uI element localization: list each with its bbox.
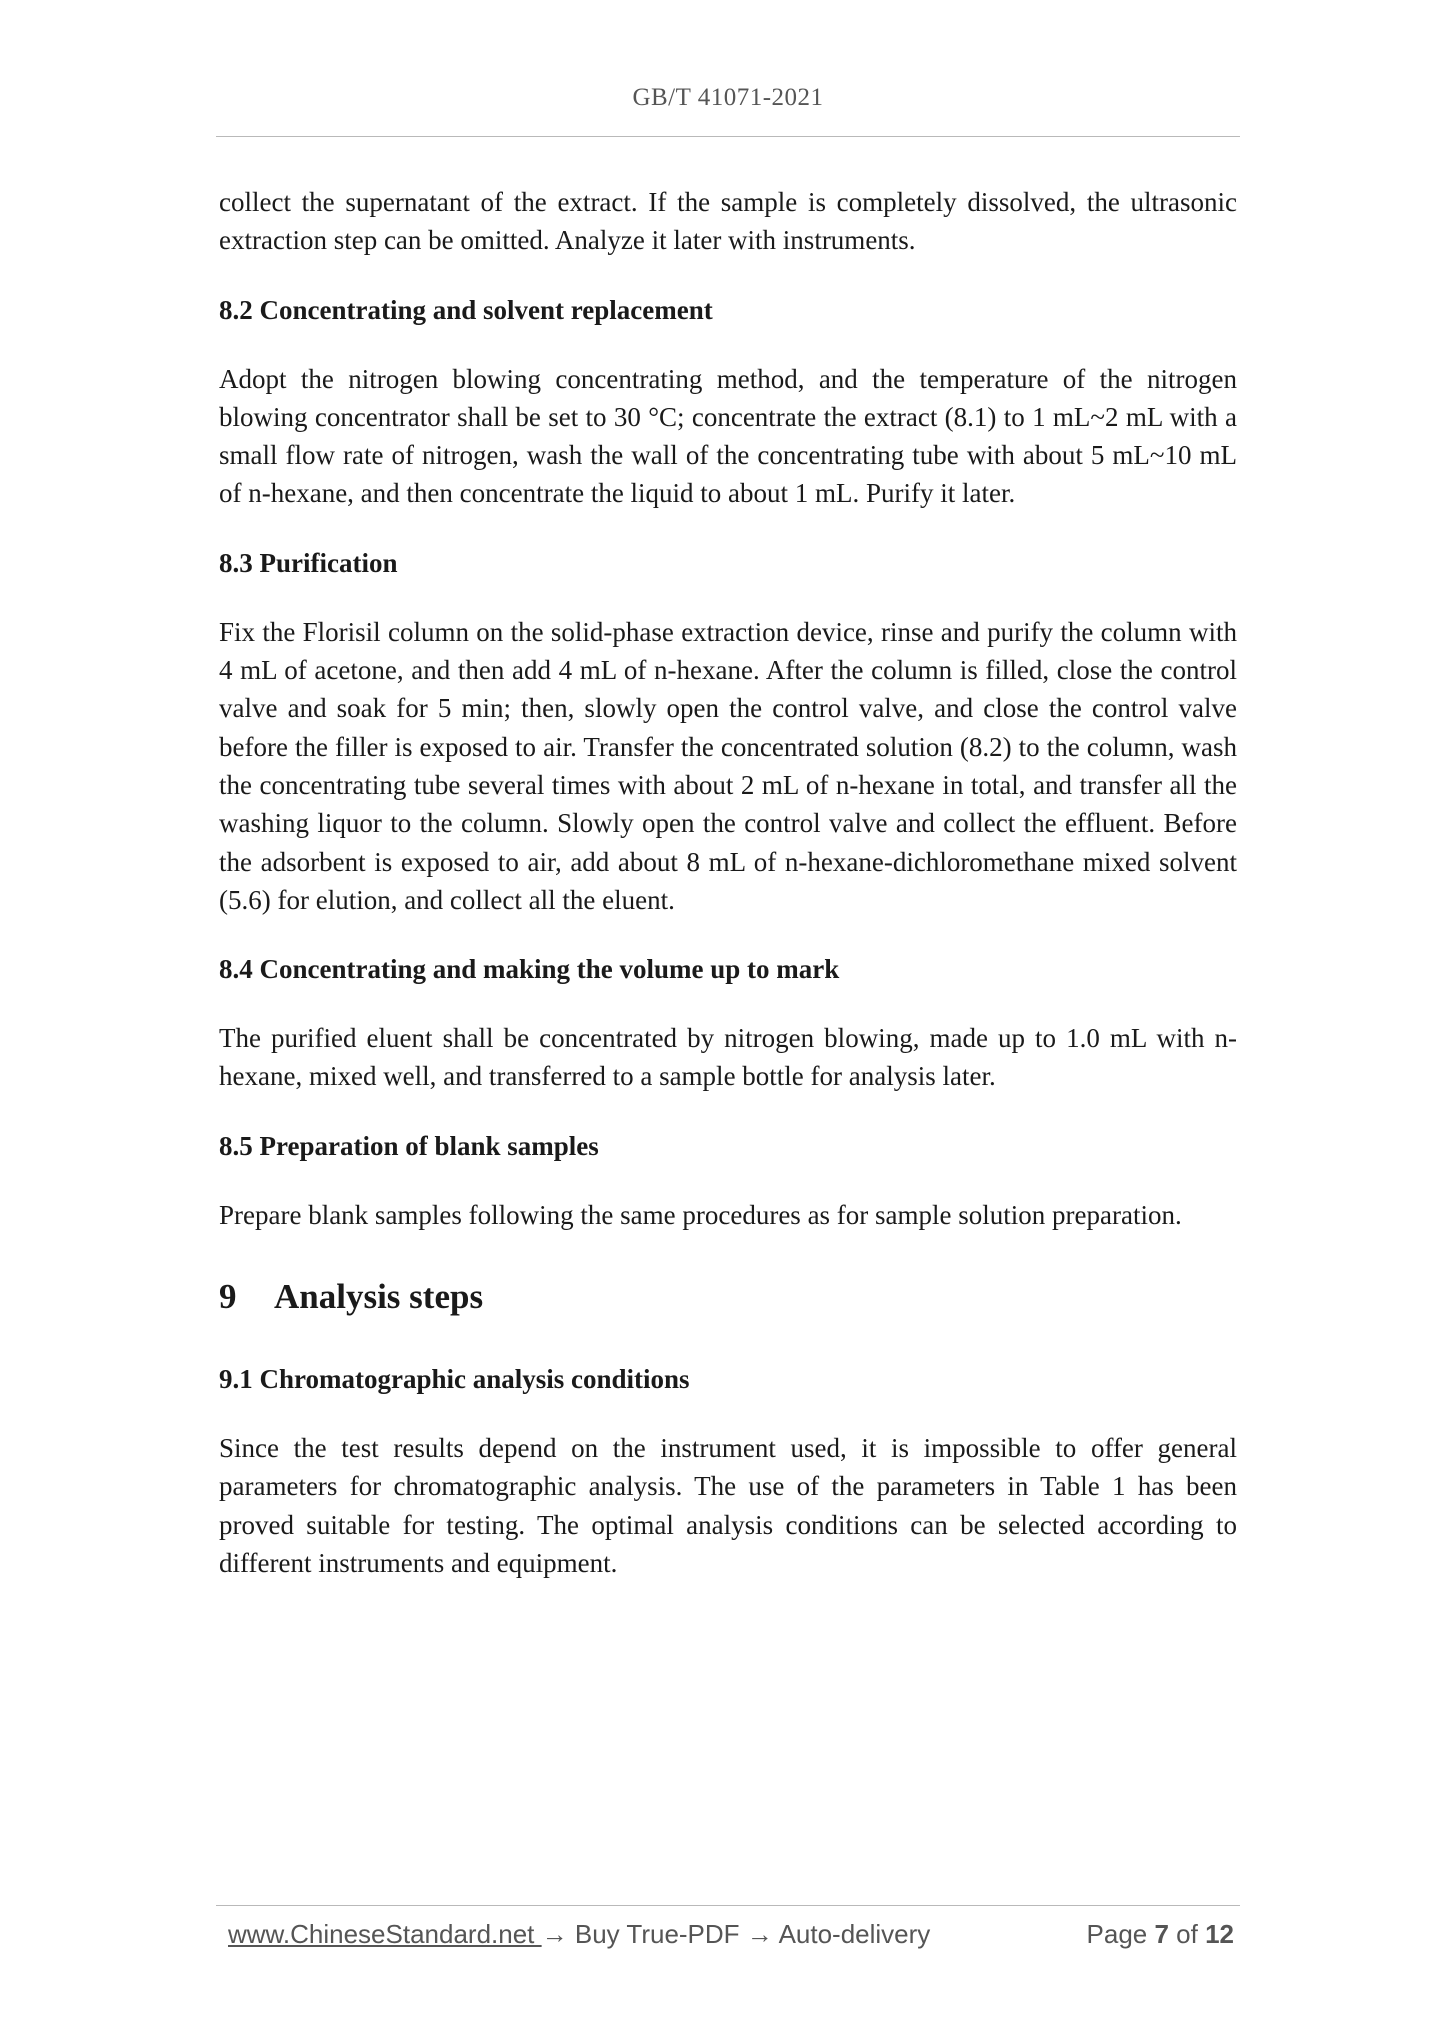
section-body-8-3: Fix the Florisil column on the solid-phase extraction device, rinse and purify the column with 4 mL of acetone, and then add 4 mL of n-hexane. After the column is filled, close the control valve and soak for 5 min; then, slowly open the control valve, and close the control valve before the filler is exposed to air. Transfer the concentrated solution (8.2) to the column, wash the concentrating tube several times with about 2 mL of n-hexane in total, and transfer all the washing liquor to the column. Slowly open the control valve and collect the effluent. Before the adsorbent is exposed to air, add about 8 mL of n-hexane-dichloromethane mixed solvent (5.6) for elution, and collect all the eluent. (219, 616, 1237, 915)
page-label: Page (1086, 1919, 1155, 1949)
section-body-8-4: The purified eluent shall be concentrated by nitrogen blowing, made up to 1.0 mL with n-hexane, mixed well, and transferred to a sample bottle for analysis later. (219, 1023, 1237, 1092)
website-link[interactable]: www.ChineseStandard.net (228, 1919, 542, 1949)
footer-promo (228, 1919, 930, 1950)
section-heading-8-2: 8.2 Concentrating and solvent replacement (219, 294, 713, 325)
buy-text: Buy True-PDF (567, 1919, 747, 1949)
document-body (219, 183, 1237, 1582)
section-body-9-1: Since the test results depend on the instrument used, it is impossible to offer general parameters for chromatographic analysis. The use of the parameters in Table 1 has been proved suitable for testing. The optimal analysis conditions can be selected according to different instruments and equipment. (219, 1433, 1237, 1578)
standard-code: GB/T 41071-2021 (632, 84, 824, 111)
section-heading-8-5: 8.5 Preparation of blank samples (219, 1130, 599, 1161)
chapter-title: Analysis steps (274, 1277, 484, 1317)
arrow-right-icon: → (541, 1919, 568, 1949)
section-heading-8-3: 8.3 Purification (219, 547, 398, 578)
arrow-right-icon: → (746, 1919, 773, 1949)
section-heading-8-4: 8.4 Concentrating and making the volume up to mark (219, 954, 840, 985)
chapter-number: 9 (219, 1277, 237, 1317)
page-indicator (1087, 1919, 1234, 1950)
chapter-heading (219, 1274, 1237, 1320)
footer-divider (216, 1905, 1240, 1906)
section-body-8-5: Prepare blank samples following the same procedures as for sample solution preparation. (219, 1199, 1182, 1230)
section-body-8-2: Adopt the nitrogen blowing concentrating method, and the temperature of the nitrogen blowing concentrator shall be set to 30 °C; concentrate the extract (8.1) to 1 mL~2 mL with a small flow rate of nitrogen, wash the wall of the concentrating tube with about 5 mL~10 mL of n-hexane, and then concentrate the liquid to about 1 mL. Purify it later. (219, 363, 1237, 509)
page-footer (228, 1919, 1234, 1959)
header-divider (216, 136, 1240, 137)
total-pages: 12 (1205, 1919, 1234, 1949)
delivery-text: Auto-delivery (772, 1919, 931, 1949)
section-heading-9-1: 9.1 Chromatographic analysis conditions (219, 1364, 690, 1395)
page-header (216, 84, 1240, 112)
continued-paragraph: collect the supernatant of the extract. If the sample is completely dissolved, the ultrasonic extraction step can be omitted. Analyze it later with instruments. (219, 187, 1237, 256)
of-label: of (1168, 1919, 1206, 1949)
current-page: 7 (1154, 1919, 1169, 1949)
